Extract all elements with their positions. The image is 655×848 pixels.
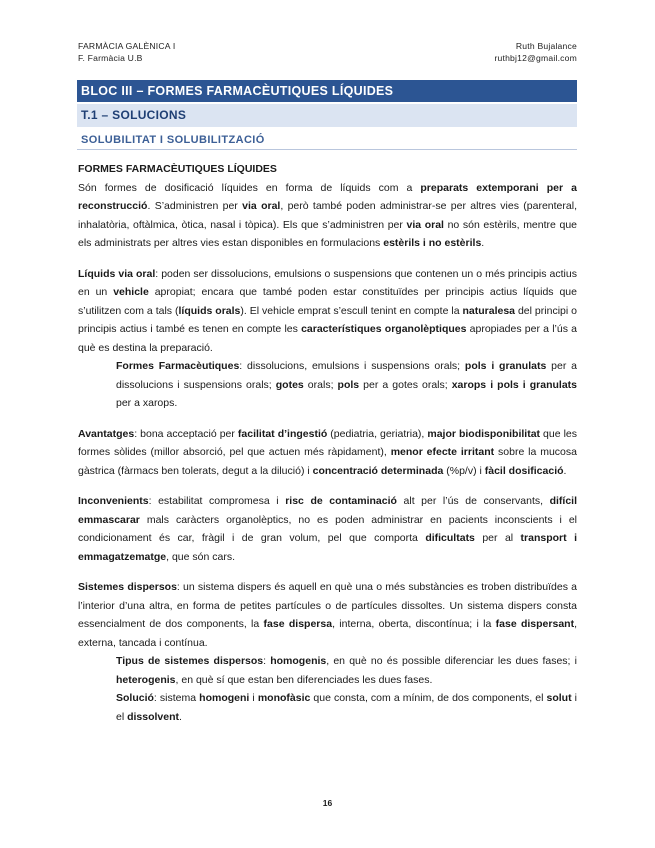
text-run: , en què sí que estan ben diferenciades les dues fases.: [175, 673, 433, 686]
bloc-title: BLOC III – FORMES FARMACÈUTIQUES LÍQUIDES: [77, 80, 577, 102]
text-run: per a gotes orals;: [359, 378, 452, 391]
text-run: no són estèrils, mentre que els administrats per altres vies estan disponibles en formulacions: [78, 218, 577, 249]
text-run: :: [263, 655, 271, 667]
bold-run: homogeni: [199, 692, 250, 704]
bold-run: Formes Farmacèutiques: [116, 360, 240, 372]
paragraph-disadvantages: [78, 492, 577, 566]
text-run: : dissolucions, emulsions i suspensions orals;: [239, 360, 465, 372]
paragraph-definition: [78, 179, 577, 253]
bold-run: Solució: [116, 692, 154, 704]
paragraph-disperse-systems: [78, 578, 577, 652]
paragraph-oral-liquids: [78, 265, 577, 358]
paragraph-disperse-types: [78, 652, 577, 689]
course-title: FARMÀCIA GALÈNICA I: [78, 41, 176, 51]
text-run: , però també poden administrar-se per altres vies (parenteral, inhalatòria, oftàlmica, òtica, nasal i tòpica). Els que s’administren per: [78, 200, 577, 231]
text-run: ). El vehicle emprat s’escull tenint en compte la: [240, 304, 463, 317]
section-title: SOLUBILITAT I SOLUBILITZACIÓ: [77, 130, 577, 150]
text-run: que consta, com a mínim, de dos components, el: [310, 692, 547, 704]
header-left: [78, 40, 175, 64]
text-run: del principi o principis actius i també es tenen en compte les: [78, 304, 577, 335]
text-run: apropiades per a l’ús a què es destina la preparació.: [78, 323, 577, 354]
text-run: mals caràcters organolèptics, no es poden administrar en pacients inconscients i el condicionament és car, fràgil i de gran volum, pel que comporta: [78, 513, 577, 544]
text-run: Són formes de dosificació líquides en forma de líquids com a: [78, 181, 421, 194]
text-run: alt per l’ús de conservants,: [396, 495, 550, 507]
bold-run: menor efecte irritant: [390, 446, 495, 458]
bold-run: difícil emmascarar: [78, 495, 578, 526]
document-body: [78, 160, 577, 726]
bold-run: pols i granulats: [464, 360, 547, 372]
paragraph-advantages: [78, 425, 577, 481]
bold-run: transport i emmagatzematge: [78, 532, 577, 563]
bold-run: preparats extemporani per a reconstrucció: [78, 181, 577, 212]
content-heading: FORMES FARMACÈUTIQUES LÍQUIDES: [78, 163, 277, 175]
bold-run: xarops i pols i granulats: [451, 378, 577, 391]
bold-run: Sistemes dispersos: [78, 581, 177, 593]
topic-title: T.1 – SOLUCIONS: [77, 104, 577, 127]
text-run: .: [179, 710, 182, 723]
text-run: , en què no és possible diferenciar les dues fases; i: [326, 655, 577, 667]
text-run: : estabilitat compromesa i: [148, 495, 286, 507]
bold-run: via oral: [242, 200, 281, 212]
text-run: i: [249, 692, 258, 704]
text-run: : bona acceptació per: [134, 427, 238, 440]
bold-run: facilitat d’ingestió: [237, 427, 328, 440]
bold-run: característiques organolèptiques: [301, 323, 467, 335]
bold-run: homogenis: [270, 655, 327, 667]
bold-run: estèrils i no estèrils: [383, 237, 482, 249]
text-run: .: [563, 464, 567, 477]
text-run: (pediatria, geriatria),: [327, 427, 428, 440]
bold-run: risc de contaminació: [285, 495, 397, 507]
author-email: ruthbj12@gmail.com: [494, 53, 577, 63]
bold-run: fase dispersant: [495, 618, 575, 630]
text-run: (%p/v) i: [443, 464, 485, 477]
author-name: Ruth Bujalance: [515, 41, 577, 51]
bold-run: naturalesa: [462, 304, 516, 317]
paragraph-pharmaceutical-forms: [78, 357, 577, 413]
bold-run: vehicle: [113, 286, 149, 298]
text-run: per al: [474, 532, 521, 544]
bold-run: dissolvent: [127, 710, 180, 723]
bold-run: Tipus de sistemes dispersos: [116, 655, 264, 667]
text-run: : poden ser dissolucions, emulsions o suspensions que contenen un o més principis actius en un: [78, 267, 577, 298]
text-run: , interna, oberta, discontínua; i la: [332, 618, 496, 630]
bold-run: Líquids via oral: [78, 267, 156, 280]
text-run: apropiat; encara que també poden estar constituïdes per principis actius líquids que s’utilitzen com a tals (: [78, 286, 577, 317]
bold-run: via oral: [406, 218, 444, 231]
text-run: , que són cars.: [166, 550, 235, 563]
text-run: . S’administren per: [147, 200, 243, 212]
bold-run: líquids orals: [178, 304, 241, 317]
text-run: .: [481, 237, 485, 249]
text-run: per a dissolucions i suspensions orals;: [116, 360, 577, 391]
bold-run: major biodisponibilitat: [427, 427, 541, 440]
faculty-name: F. Farmàcia U.B: [78, 53, 143, 63]
bold-run: fase dispersa: [263, 618, 333, 630]
bold-run: dificultats: [425, 532, 475, 544]
text-run: sobre la mucosa gàstrica (fàrmacs ben tolerats, degut a la dilució) i: [78, 446, 577, 477]
bold-run: Avantatges: [78, 427, 135, 440]
text-run: : sistema: [153, 692, 200, 704]
header-right: [494, 40, 577, 64]
text-run: i el: [116, 692, 578, 723]
bold-run: heterogenis: [116, 673, 176, 686]
bold-run: monofàsic: [257, 692, 311, 704]
bold-run: gotes: [275, 378, 304, 391]
text-run: , externa, tancada i contínua.: [78, 618, 577, 649]
text-run: orals;: [303, 378, 338, 391]
text-run: que les formes sòlides (millor absorció, pel que actuen més ràpidament),: [78, 427, 578, 458]
bold-run: Inconvenients: [78, 495, 149, 507]
page-number: 16: [322, 798, 333, 808]
bold-run: concentració determinada: [312, 464, 444, 477]
bold-run: pols: [337, 378, 360, 391]
text-run: per a xarops.: [116, 397, 178, 409]
paragraph-solution: [78, 689, 577, 726]
bold-run: fàcil dosificació: [484, 464, 564, 477]
bold-run: solut: [546, 692, 572, 704]
text-run: : un sistema dispers és aquell en què una o més substàncies es troben distribuïdes a l’interior d’una altra, en forma de petites partícules o de partícules dissoltes. Un sistema dispers consta essencialment de dos components, la: [78, 581, 577, 630]
